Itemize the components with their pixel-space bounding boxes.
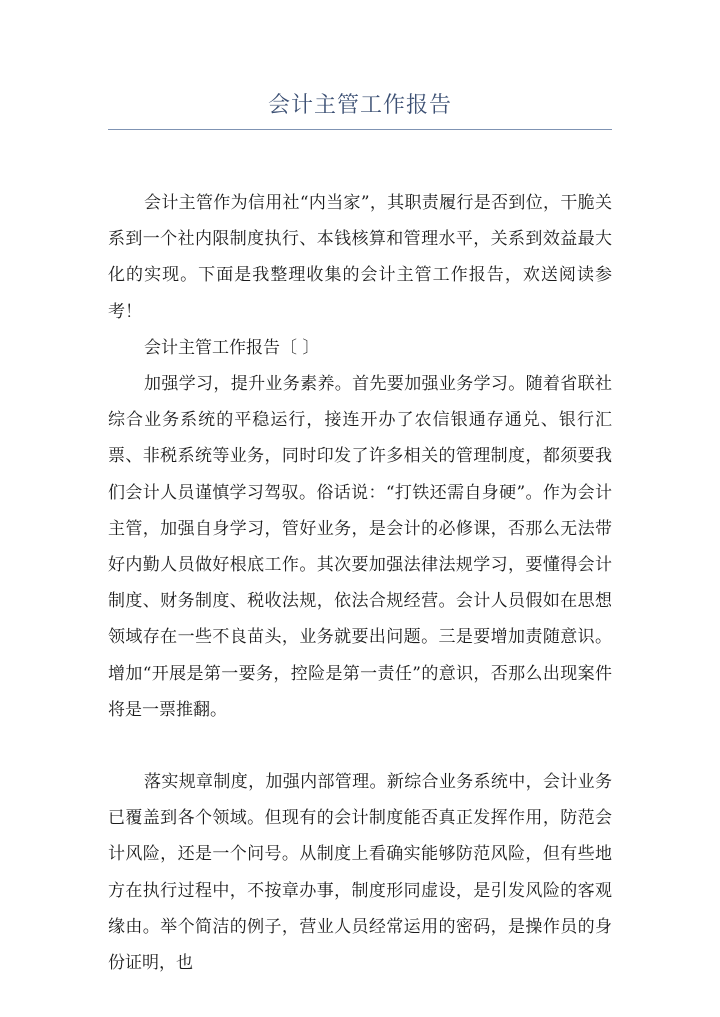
paragraph-gap xyxy=(108,728,612,764)
paragraph-intro: 会计主管作为信用社“内当家”，其职责履行是否到位，干脆关系到一个社内限制度执行、本钱核算和管理水平，关系到效益最大化的实现。下面是我整理收集的会计主管工作报告，欢送阅读参考！ xyxy=(108,193,612,322)
document-title: 会计主管工作报告 xyxy=(267,93,452,118)
title-divider xyxy=(108,129,612,130)
paragraph-study: 加强学习，提升业务素养。首先要加强业务学习。随着省联社综合业务系统的平稳运行，接连开办了农信银通存通兑、银行汇票、非税系统等业务，同时印发了许多相关的管理制度，都须要我们会计人员谨慎学习驾驭。俗话说：“打铁还需自身硬”。作为会计主管，加强自身学习，管好业务，是会计的必修课，否那么无法带好内勤人员做好根底工作。其次要加强法律法规学习，要懂得会计制度、财务制度、税收法规，依法合规经营。会计人员假如在思想领域存在一些不良苗头，业务就要出问题。三是要增加责随意识。增加“开展是第一要务，控险是第一责任”的意识，否那么出现案件将是一票推翻。 xyxy=(108,374,612,720)
document-body xyxy=(108,185,612,981)
paragraph-rules: 落实规章制度，加强内部管理。新综合业务系统中，会计业务已覆盖到各个领域。但现有的会计制度能否真正发挥作用，防范会计风险，还是一个问号。从制度上看确实能够防范风险，但有些地方在执行过程中，不按章办事，制度形同虚设，是引发风险的客观缘由。举个简洁的例子，营业人员经常运用的密码，是操作员的身份证明，也 xyxy=(108,772,612,974)
paragraph-subtitle: 会计主管工作报告〔 〕 xyxy=(144,337,320,358)
